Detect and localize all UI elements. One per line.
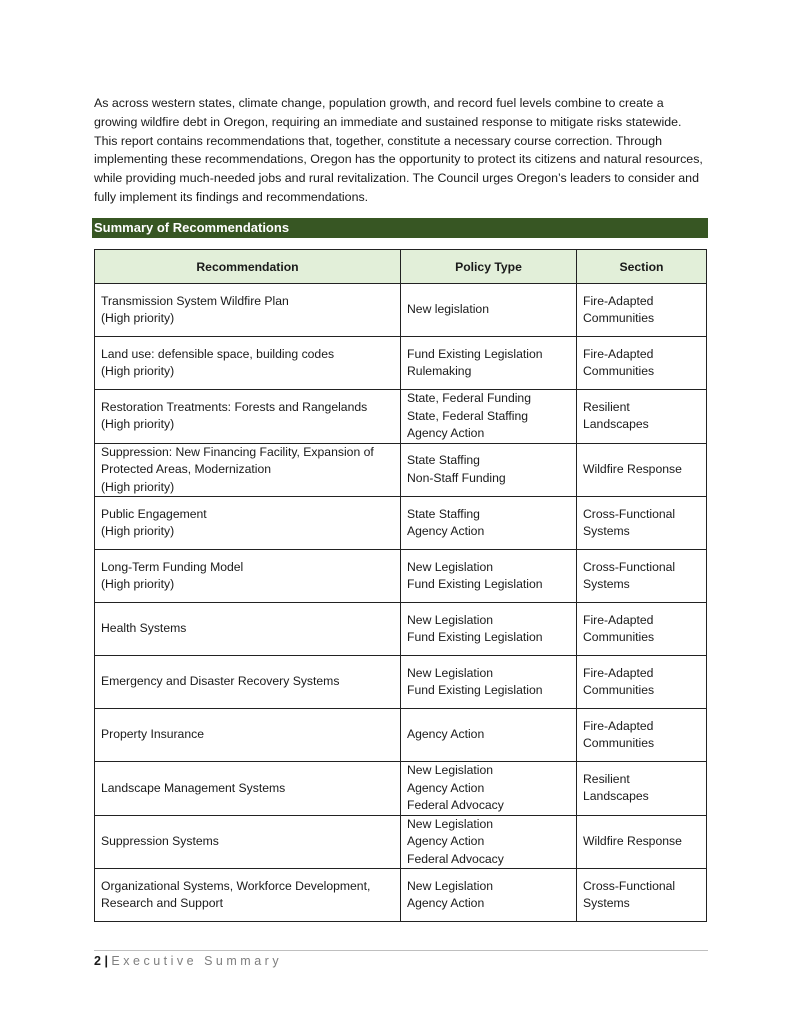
cell-line: Fund Existing Legislation bbox=[407, 577, 543, 591]
cell-line: Suppression: New Financing Facility, Expansion of bbox=[101, 444, 374, 459]
recommendation-cell bbox=[95, 656, 401, 709]
cell-line: (High priority) bbox=[101, 311, 175, 325]
cell-line: New Legislation bbox=[407, 612, 494, 627]
cell-line: Fund Existing Legislation bbox=[407, 346, 543, 361]
cell-line: Transmission System Wildfire Plan bbox=[101, 293, 289, 308]
policy-type-cell bbox=[401, 709, 577, 762]
policy-type-cell bbox=[401, 815, 577, 869]
cell-line: Communities bbox=[583, 736, 655, 750]
cell-line: Agency Action bbox=[407, 896, 485, 910]
page-footer bbox=[94, 954, 282, 968]
cell-line: (High priority) bbox=[101, 577, 175, 591]
table-row bbox=[95, 337, 707, 390]
cell-line: State, Federal Funding bbox=[407, 391, 531, 405]
cell-line: Landscapes bbox=[583, 417, 649, 432]
cell-line: Communities bbox=[583, 630, 655, 644]
recommendation-cell bbox=[95, 869, 401, 922]
policy-type-cell bbox=[401, 284, 577, 337]
cell-line: Fire-Adapted bbox=[583, 346, 654, 361]
policy-type-cell bbox=[401, 869, 577, 922]
footer-divider bbox=[94, 950, 708, 951]
policy-type-cell bbox=[401, 603, 577, 656]
section-cell bbox=[577, 390, 707, 444]
table-row bbox=[95, 390, 707, 444]
recommendation-cell bbox=[95, 497, 401, 550]
table-row bbox=[95, 709, 707, 762]
cell-line: Emergency and Disaster Recovery Systems bbox=[101, 674, 340, 689]
recommendation-cell bbox=[95, 603, 401, 656]
cell-line: Restoration Treatments: Forests and Rangelands bbox=[101, 399, 368, 414]
cell-line: (High priority) bbox=[101, 524, 175, 538]
table-row bbox=[95, 550, 707, 603]
cell-line: Rulemaking bbox=[407, 364, 472, 378]
cell-line: Communities bbox=[583, 683, 655, 697]
cell-line: Organizational Systems, Workforce Development, bbox=[101, 878, 371, 893]
section-cell bbox=[577, 656, 707, 709]
cell-line: Suppression Systems bbox=[101, 834, 219, 848]
section-cell bbox=[577, 869, 707, 922]
cell-line: (High priority) bbox=[101, 479, 175, 494]
cell-line: State Staffing bbox=[407, 453, 480, 468]
section-cell bbox=[577, 284, 707, 337]
intro-paragraph: As across western states, climate change, population growth, and record fuel levels combine to create a growing wildfire debt in Oregon, requiring an immediate and sustained response to mitigate risks statewide. This report contains recommendations that, together, constitute a necessary course correction. Through implementing these recommendations, Oregon has the opportunity to protect its citizens and natural resources, while providing much-needed jobs and rural revitalization. The Council urges Oregon’s leaders to consider and fully implement its findings and recommendations. bbox=[94, 96, 703, 204]
cell-line: New legislation bbox=[407, 302, 489, 317]
recommendation-cell bbox=[95, 284, 401, 337]
cell-line: Fund Existing Legislation bbox=[407, 683, 543, 697]
policy-type-cell bbox=[401, 550, 577, 603]
cell-line: Public Engagement bbox=[101, 506, 207, 521]
section-cell bbox=[577, 709, 707, 762]
table-row bbox=[95, 603, 707, 656]
table-row bbox=[95, 656, 707, 709]
cell-line: Long-Term Funding Model bbox=[101, 559, 244, 574]
cell-line: State, Federal Staffing bbox=[407, 408, 529, 423]
cell-line: Systems bbox=[583, 577, 630, 591]
cell-line: Communities bbox=[583, 311, 655, 325]
footer-separator: | bbox=[104, 954, 108, 968]
cell-line: Federal Advocacy bbox=[407, 851, 504, 866]
cell-line: Wildfire Response bbox=[583, 834, 682, 848]
cell-line: Fire-Adapted bbox=[583, 293, 654, 308]
cell-line: Health Systems bbox=[101, 621, 187, 636]
table-row bbox=[95, 762, 707, 816]
section-cell bbox=[577, 337, 707, 390]
recommendations-table bbox=[94, 249, 707, 922]
policy-type-cell bbox=[401, 390, 577, 444]
cell-line: Landscapes bbox=[583, 789, 649, 804]
cell-line: New Legislation bbox=[407, 559, 494, 574]
policy-type-cell bbox=[401, 497, 577, 550]
cell-line: New Legislation bbox=[407, 878, 494, 893]
policy-type-cell bbox=[401, 337, 577, 390]
cell-line: Systems bbox=[583, 524, 630, 538]
section-cell bbox=[577, 603, 707, 656]
cell-line: Agency Action bbox=[407, 780, 485, 795]
column-header-recommendation: Recommendation bbox=[95, 250, 401, 284]
table-row bbox=[95, 869, 707, 922]
column-header-section: Section bbox=[577, 250, 707, 284]
section-cell bbox=[577, 443, 707, 497]
cell-line: Agency Action bbox=[407, 834, 485, 848]
table-row bbox=[95, 284, 707, 337]
cell-line: Fire-Adapted bbox=[583, 665, 654, 680]
policy-type-cell bbox=[401, 656, 577, 709]
cell-line: Protected Areas, Modernization bbox=[101, 462, 272, 476]
cell-line: New Legislation bbox=[407, 816, 494, 831]
cell-line: Property Insurance bbox=[101, 727, 204, 742]
cell-line: Research and Support bbox=[101, 896, 223, 910]
cell-line: Cross-Functional bbox=[583, 878, 676, 893]
cell-line: Landscape Management Systems bbox=[101, 780, 286, 795]
footer-title: Executive Summary bbox=[111, 954, 283, 968]
recommendation-cell bbox=[95, 390, 401, 444]
cell-line: New Legislation bbox=[407, 665, 494, 680]
recommendation-cell bbox=[95, 762, 401, 816]
cell-line: Cross-Functional bbox=[583, 506, 676, 521]
cell-line: Resilient bbox=[583, 771, 630, 786]
recommendation-cell bbox=[95, 337, 401, 390]
table-header-row bbox=[95, 250, 707, 284]
table-row bbox=[95, 815, 707, 869]
cell-line: (High priority) bbox=[101, 417, 175, 432]
table-row bbox=[95, 497, 707, 550]
policy-type-cell bbox=[401, 443, 577, 497]
cell-line: Fire-Adapted bbox=[583, 718, 654, 733]
cell-line: Land use: defensible space, building codes bbox=[101, 346, 335, 361]
cell-line: Fund Existing Legislation bbox=[407, 630, 543, 644]
cell-line: New Legislation bbox=[407, 763, 494, 777]
cell-line: Federal Advocacy bbox=[407, 798, 504, 812]
column-header-policy-type: Policy Type bbox=[401, 250, 577, 284]
cell-line: Fire-Adapted bbox=[583, 612, 654, 627]
section-cell bbox=[577, 550, 707, 603]
cell-line: Non-Staff Funding bbox=[407, 470, 506, 485]
recommendation-cell bbox=[95, 443, 401, 497]
recommendation-cell bbox=[95, 815, 401, 869]
recommendation-cell bbox=[95, 550, 401, 603]
table-body bbox=[95, 284, 707, 922]
cell-line: Systems bbox=[583, 896, 630, 910]
policy-type-cell bbox=[401, 762, 577, 816]
cell-line: State Staffing bbox=[407, 506, 480, 521]
recommendation-cell bbox=[95, 709, 401, 762]
cell-line: Wildfire Response bbox=[583, 462, 682, 476]
cell-line: Agency Action bbox=[407, 727, 485, 742]
section-cell bbox=[577, 762, 707, 816]
cell-line: Agency Action bbox=[407, 426, 485, 440]
cell-line: Cross-Functional bbox=[583, 559, 676, 574]
section-title: Summary of Recommendations bbox=[92, 218, 708, 238]
section-cell bbox=[577, 815, 707, 869]
cell-line: Communities bbox=[583, 364, 655, 378]
cell-line: (High priority) bbox=[101, 364, 175, 378]
table-row bbox=[95, 443, 707, 497]
section-cell bbox=[577, 497, 707, 550]
page-number: 2 bbox=[94, 954, 101, 968]
cell-line: Agency Action bbox=[407, 524, 485, 538]
cell-line: Resilient bbox=[583, 399, 630, 414]
